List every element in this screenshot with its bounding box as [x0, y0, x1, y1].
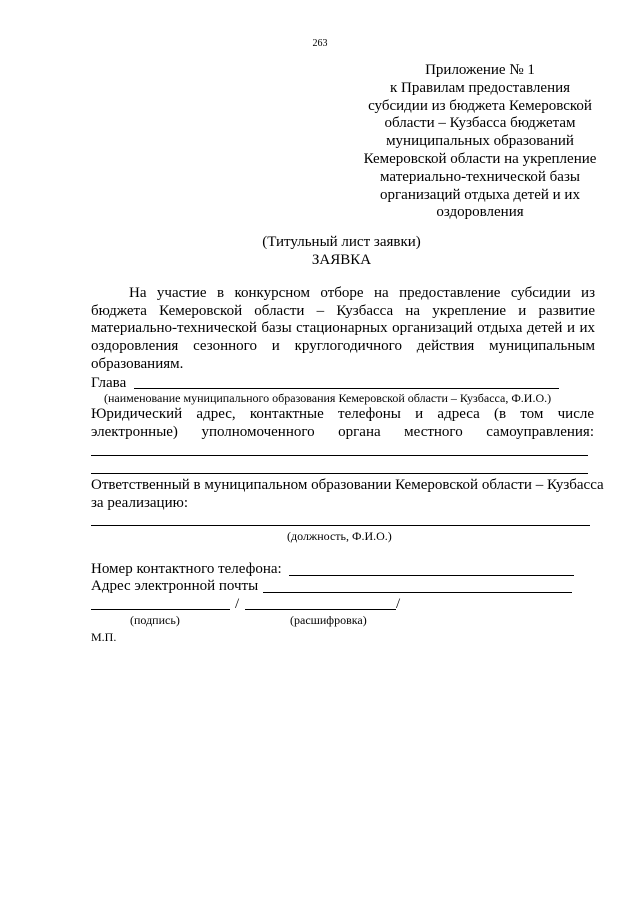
responsible-line-1: Ответственный в муниципальном образовании Кемеровской области – Кузбасса	[91, 477, 604, 493]
appendix-line: Кемеровской области на укрепление	[363, 150, 597, 167]
appendix-block	[330, 62, 630, 222]
signature-caption: (подпись)	[130, 613, 180, 627]
appendix-line: муниципальных образований	[386, 133, 574, 150]
decoding-caption: (расшифровка)	[290, 613, 367, 627]
appendix-line: субсидии из бюджета Кемеровской	[368, 97, 592, 114]
appendix-line: области – Кузбасса бюджетам	[384, 115, 576, 132]
appendix-line: материально-технической базы	[380, 168, 580, 185]
email-label: Адрес электронной почты	[91, 578, 259, 594]
signature-separator: /	[396, 596, 401, 612]
head-fill-line[interactable]	[134, 388, 559, 389]
legal-address-line-1: Юридический адрес, контактные телефоны и адреса (в том числе	[91, 406, 594, 422]
stamp-place: М.П.	[91, 630, 117, 644]
document-title: ЗАЯВКА	[311, 252, 372, 268]
intro-line: На участие в конкурсном отборе на предоставление субсидии из	[129, 285, 595, 301]
decoding-fill-line[interactable]	[245, 609, 396, 610]
head-caption: (наименование муниципального образования Кемеровской области – Кузбасса, Ф.И.О.)	[104, 391, 552, 405]
appendix-line: к Правилам предоставления	[389, 79, 571, 96]
intro-line: оздоровления сезонного и круглогодичного действия муниципальным	[91, 338, 595, 355]
legal-address-fill-line[interactable]	[91, 455, 588, 456]
responsible-line-2: за реализацию:	[91, 495, 188, 511]
legal-address-fill-line[interactable]	[91, 473, 588, 474]
appendix-line: Приложение № 1	[425, 62, 535, 78]
contact-phone-label: Номер контактного телефона:	[91, 561, 282, 577]
responsible-fill-line[interactable]	[91, 525, 590, 526]
email-fill-line[interactable]	[263, 592, 572, 593]
appendix-line: оздоровления	[436, 204, 524, 221]
responsible-caption: (должность, Ф.И.О.)	[287, 529, 392, 543]
intro-line: материально-технической базы стационарных организаций отдыха детей и их	[91, 320, 595, 337]
title-note: (Титульный лист заявки)	[262, 234, 421, 250]
intro-line: бюджета Кемеровской области – Кузбасса на укрепление и развитие	[91, 302, 595, 319]
legal-address-line-2: электронные) уполномоченного органа местного самоуправления:	[91, 424, 594, 440]
head-label: Глава	[91, 375, 127, 391]
appendix-line: организаций отдыха детей и их	[380, 186, 580, 203]
intro-line: образованиям.	[91, 355, 184, 372]
contact-phone-fill-line[interactable]	[289, 575, 574, 576]
signature-fill-line[interactable]	[91, 609, 230, 610]
signature-separator: /	[235, 596, 240, 612]
page-number: 263	[312, 38, 328, 49]
intro-paragraph	[91, 285, 595, 374]
